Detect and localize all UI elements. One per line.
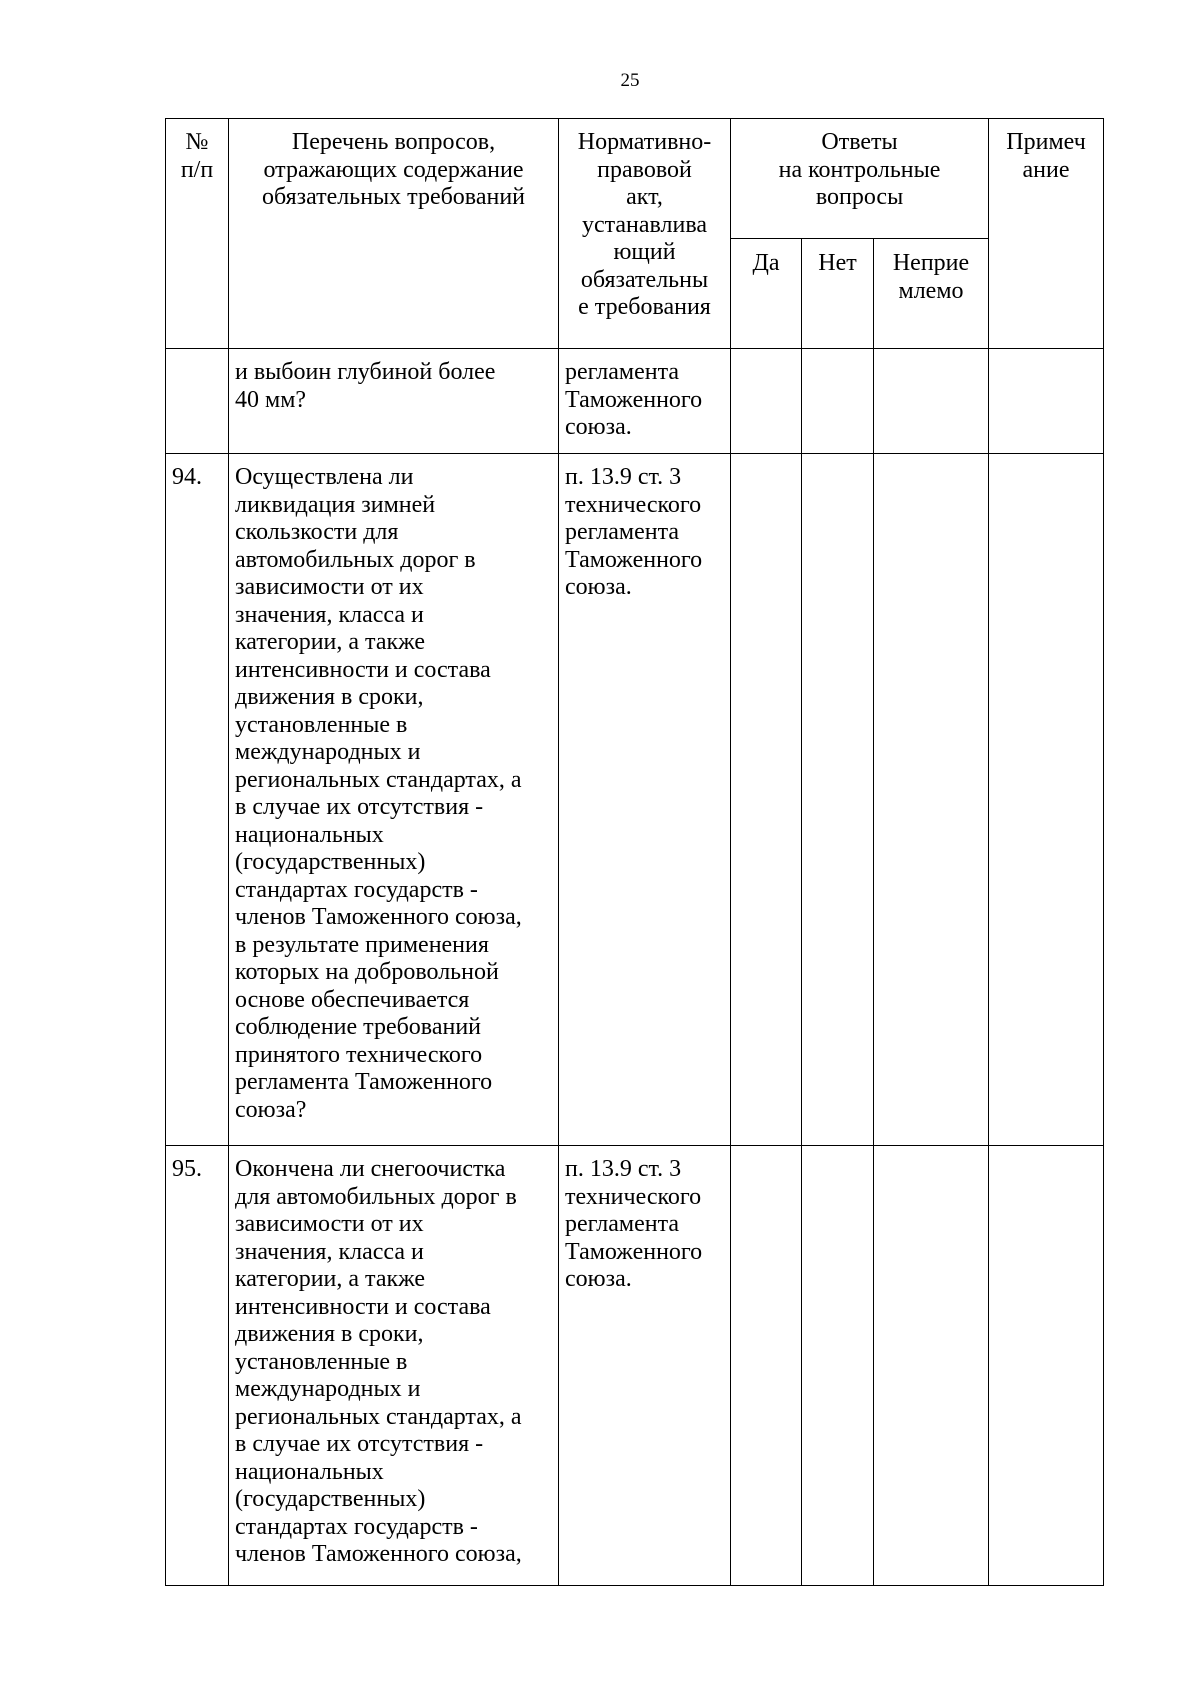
row-question-line: зависимости от их bbox=[235, 1211, 424, 1237]
header-line: ание bbox=[1022, 156, 1070, 183]
row-question-line: национальных bbox=[235, 1458, 384, 1485]
row-question-line: 40 мм? bbox=[235, 386, 307, 413]
row-act-line: Таможенного bbox=[565, 1238, 703, 1265]
header-yes: Да bbox=[731, 239, 802, 349]
row-question-line: международных и bbox=[235, 1376, 421, 1402]
row-question-line: регламента Таможенного bbox=[235, 1069, 493, 1095]
table-body bbox=[166, 349, 1104, 1586]
header-line: обязательных требований bbox=[261, 184, 526, 210]
note-cell bbox=[989, 1146, 1104, 1586]
row-act-line: п. 13.9 ст. 3 bbox=[565, 464, 682, 490]
row-act-line: технического bbox=[565, 1183, 702, 1210]
answer-na-cell bbox=[874, 454, 989, 1146]
row-question-line: в случае их отсутствия - bbox=[235, 794, 484, 820]
header-line: Перечень вопросов, bbox=[291, 129, 496, 155]
answer-na-cell bbox=[874, 1146, 989, 1586]
header-act bbox=[559, 119, 731, 349]
header-line: № bbox=[185, 129, 209, 155]
row-question-line: основе обеспечивается bbox=[235, 986, 470, 1013]
header-questions bbox=[229, 119, 559, 349]
row-question-line: Осуществлена ли bbox=[235, 464, 414, 490]
row-question-line: которых на добровольной bbox=[235, 959, 499, 985]
row-question-line: ликвидация зимней bbox=[235, 491, 436, 518]
header-line: акт, bbox=[626, 184, 663, 210]
page-number: 25 bbox=[620, 70, 640, 91]
row-question-line: скользкости для bbox=[235, 519, 399, 545]
table-row bbox=[166, 349, 1104, 454]
row-question-line: установленные в bbox=[235, 1348, 408, 1375]
row-question-line: значения, класса и bbox=[235, 601, 424, 628]
row-question-line: союза? bbox=[235, 1096, 307, 1123]
table-row bbox=[166, 1146, 1104, 1586]
row-question-line: значения, класса и bbox=[235, 1238, 424, 1265]
header-line: устанавлива bbox=[581, 211, 708, 238]
row-question-line: зависимости от их bbox=[235, 574, 424, 600]
header-line: п/п bbox=[180, 156, 214, 183]
row-question bbox=[229, 1146, 559, 1586]
row-act-line: технического bbox=[565, 491, 702, 518]
row-question-line: членов Таможенного союза, bbox=[235, 904, 522, 930]
row-question-line: категории, а также bbox=[235, 1266, 426, 1292]
header-line: Нормативно- bbox=[577, 129, 712, 155]
header-note bbox=[989, 119, 1104, 349]
row-act-line: регламента bbox=[565, 519, 680, 545]
row-act bbox=[559, 1146, 731, 1586]
row-question-line: международных и bbox=[235, 739, 421, 765]
row-question-line: региональных стандартах, а bbox=[235, 766, 522, 793]
answer-yes-cell bbox=[731, 1146, 802, 1586]
row-number bbox=[166, 349, 229, 454]
row-question-line: интенсивности и состава bbox=[235, 1293, 491, 1320]
header-num bbox=[166, 119, 229, 349]
header-line: на контрольные bbox=[778, 156, 941, 183]
row-number: 95. bbox=[166, 1146, 229, 1586]
row-act-line: регламента bbox=[565, 359, 680, 385]
row-act-line: союза. bbox=[565, 1266, 632, 1292]
row-question-line: и выбоин глубиной более bbox=[235, 359, 496, 385]
answer-no-cell bbox=[802, 1146, 874, 1586]
row-question-line: интенсивности и состава bbox=[235, 656, 491, 683]
answer-na-cell bbox=[874, 349, 989, 454]
row-question-line: категории, а также bbox=[235, 629, 426, 655]
row-act-line: союза. bbox=[565, 574, 632, 600]
note-cell bbox=[989, 349, 1104, 454]
answer-no-cell bbox=[802, 349, 874, 454]
row-act-line: Таможенного bbox=[565, 546, 703, 573]
row-question-line: стандартах государств - bbox=[235, 876, 478, 903]
row-act-line: регламента bbox=[565, 1211, 680, 1237]
row-question-line: (государственных) bbox=[235, 1486, 426, 1512]
table-header bbox=[166, 119, 1104, 349]
header-line: млемо bbox=[898, 277, 964, 304]
row-question-line: соблюдение требований bbox=[235, 1014, 481, 1040]
header-line: Ответы bbox=[821, 129, 898, 155]
row-question-line: установленные в bbox=[235, 711, 408, 738]
row-question-line: региональных стандартах, а bbox=[235, 1403, 522, 1430]
header-line: Примеч bbox=[1006, 129, 1086, 155]
row-number: 94. bbox=[166, 454, 229, 1146]
row-question-line: в результате применения bbox=[235, 931, 489, 958]
row-question bbox=[229, 454, 559, 1146]
row-question-line: (государственных) bbox=[235, 849, 426, 875]
table-row bbox=[166, 454, 1104, 1146]
header-no: Нет bbox=[802, 239, 874, 349]
header-line: е требования bbox=[578, 294, 711, 320]
row-question-line: принятого технического bbox=[235, 1041, 483, 1068]
row-question-line: для автомобильных дорог в bbox=[235, 1183, 517, 1210]
row-question bbox=[229, 349, 559, 454]
row-question-line: национальных bbox=[235, 821, 384, 848]
row-question-line: в случае их отсутствия - bbox=[235, 1431, 484, 1457]
checklist-table bbox=[165, 118, 1104, 1586]
header-line: обязательны bbox=[580, 266, 709, 293]
row-question-line: Окончена ли снегоочистка bbox=[235, 1156, 506, 1182]
header-line: вопросы bbox=[815, 184, 904, 210]
header-line: Неприе bbox=[892, 250, 970, 276]
row-act-line: союза. bbox=[565, 414, 632, 440]
answer-yes-cell bbox=[731, 349, 802, 454]
answer-yes-cell bbox=[731, 454, 802, 1146]
row-act bbox=[559, 349, 731, 454]
row-act-line: п. 13.9 ст. 3 bbox=[565, 1156, 682, 1182]
row-question-line: движения в сроки, bbox=[235, 684, 424, 710]
header-line: отражающих содержание bbox=[263, 156, 524, 183]
row-question-line: автомобильных дорог в bbox=[235, 546, 476, 573]
header-answers bbox=[731, 119, 989, 239]
answer-no-cell bbox=[802, 454, 874, 1146]
header-line: правовой bbox=[597, 156, 692, 183]
row-act bbox=[559, 454, 731, 1146]
row-question-line: движения в сроки, bbox=[235, 1321, 424, 1347]
row-question-line: стандартах государств - bbox=[235, 1513, 478, 1540]
header-line: ющий bbox=[613, 239, 676, 265]
header-na bbox=[874, 239, 989, 349]
note-cell bbox=[989, 454, 1104, 1146]
row-act-line: Таможенного bbox=[565, 386, 703, 413]
row-question-line: членов Таможенного союза, bbox=[235, 1541, 522, 1567]
